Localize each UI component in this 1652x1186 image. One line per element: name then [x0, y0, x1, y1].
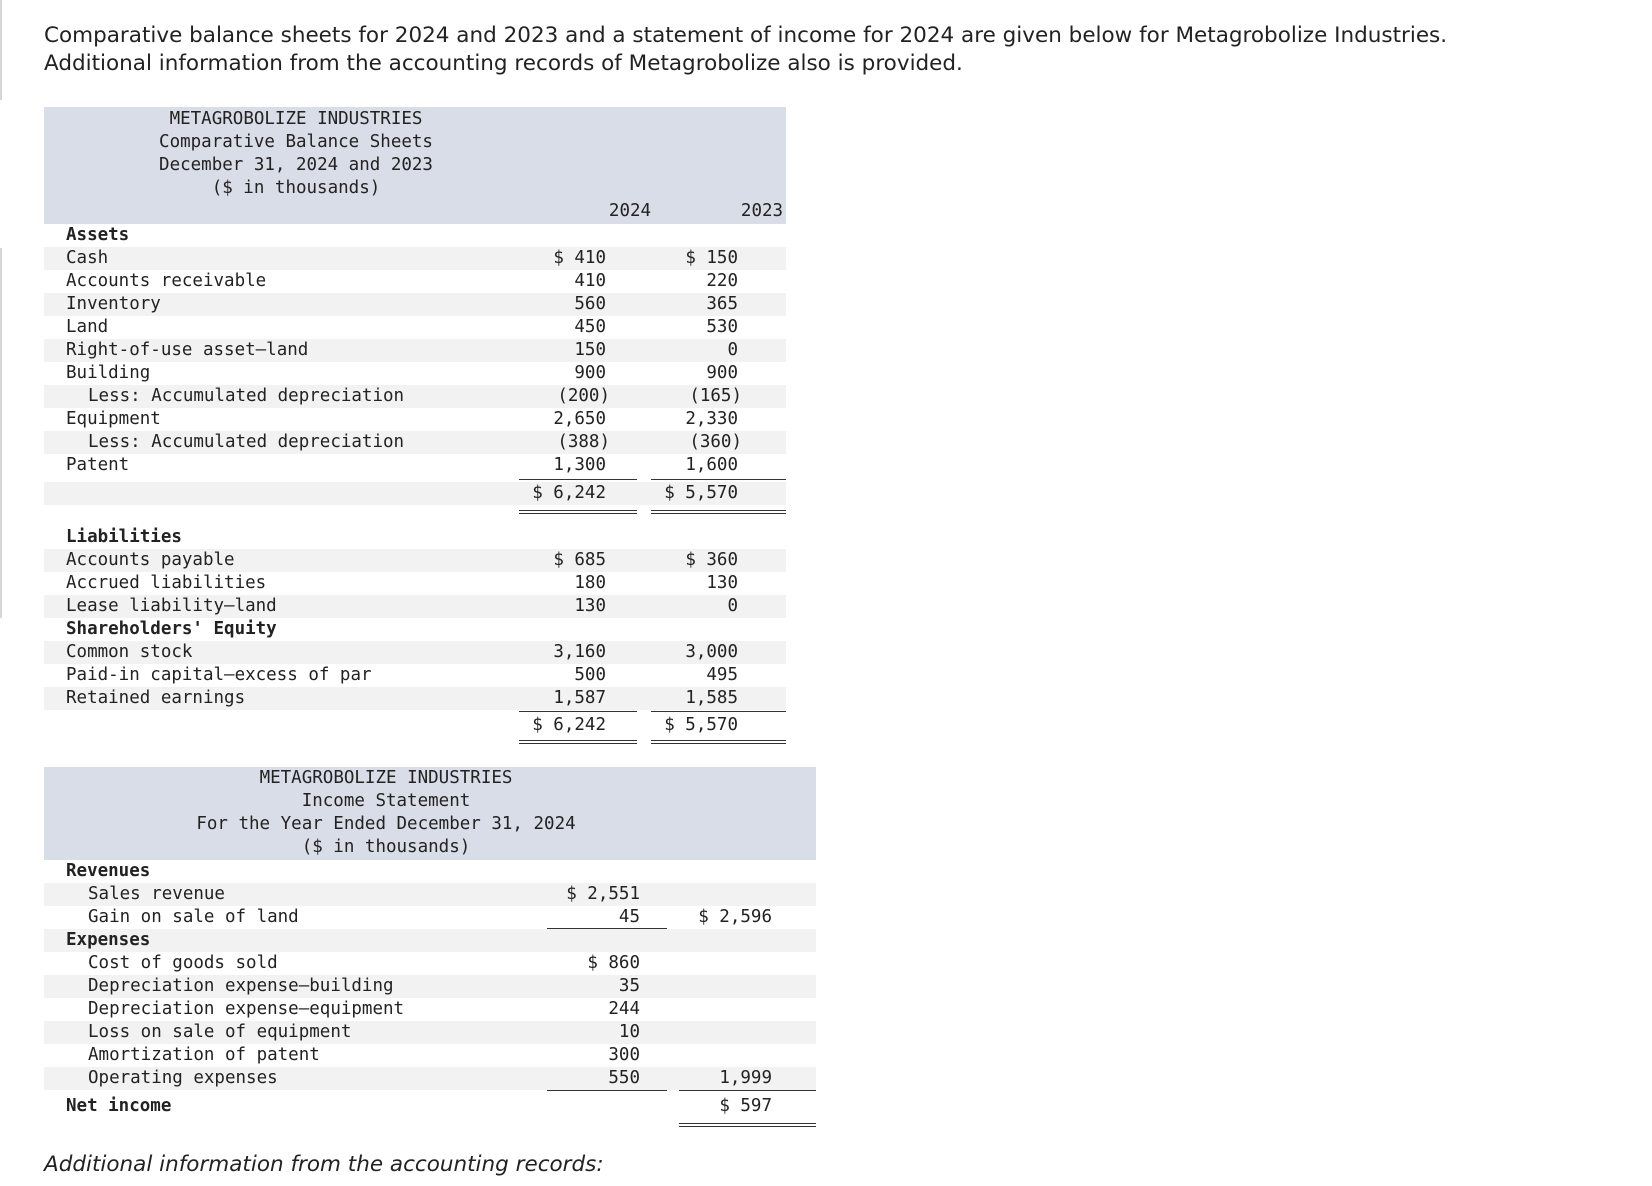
asset-label: Right-of-use asset–land [66, 340, 309, 360]
equity-label: Retained earnings [66, 688, 246, 708]
asset-2024-value: 900 [574, 363, 606, 383]
revenue-row [44, 906, 816, 929]
liability-row [44, 572, 786, 595]
expense-amount: 300 [608, 1045, 640, 1065]
net-income-value: $ 597 [719, 1096, 772, 1116]
expense-amount: 244 [608, 999, 640, 1019]
asset-2023-value: 900 [706, 363, 738, 383]
expenses-heading: Expenses [66, 930, 151, 950]
undefined [44, 860, 816, 883]
liab-equity-double-rule-2024 [519, 740, 637, 744]
left-edge-mark [0, 0, 2, 100]
asset-row [44, 316, 786, 339]
asset-2024-value: 1,300 [553, 455, 606, 475]
expenses-subtotal-rule [547, 1090, 667, 1091]
assets-heading: Assets [66, 225, 130, 245]
asset-2023-value: $ 150 [685, 248, 738, 268]
asset-2024-value: 560 [574, 294, 606, 314]
liab-equity-total-2023: $ 5,570 [664, 715, 738, 735]
revenue-label: Sales revenue [88, 884, 225, 904]
asset-2023-value: 365 [706, 294, 738, 314]
asset-2024-value: (388) [557, 432, 610, 452]
expense-label: Cost of goods sold [88, 953, 278, 973]
is-company-name: METAGROBOLIZE INDUSTRIES [259, 768, 513, 788]
expense-label: Depreciation expense–equipment [88, 999, 405, 1019]
assets-total-row [44, 482, 786, 505]
liability-row [44, 549, 786, 572]
equity-heading: Shareholders' Equity [66, 619, 277, 639]
expense-row [44, 975, 816, 998]
intro-line-1: Comparative balance sheets for 2024 and 2023 and a statement of income for 2024 are given below for Metagrobolize Industries. [44, 23, 1448, 48]
expense-row [44, 1021, 816, 1044]
equity-row [44, 687, 786, 710]
liability-2024-value: $ 685 [553, 550, 606, 570]
liability-2024-value: 180 [574, 573, 606, 593]
revenues-heading: Revenues [66, 861, 151, 881]
equity-2024-value: 1,587 [553, 688, 606, 708]
expense-label: Operating expenses [88, 1068, 278, 1088]
equity-2023-value: 1,585 [685, 688, 738, 708]
undefined [44, 929, 816, 952]
net-income-label: Net income [66, 1096, 172, 1116]
revenue-amount: $ 2,551 [566, 884, 640, 904]
revenue-total: $ 2,596 [698, 907, 772, 927]
asset-label: Equipment [66, 409, 161, 429]
is-units: ($ in thousands) [301, 837, 471, 857]
asset-2024-value: 150 [574, 340, 606, 360]
expense-row [44, 1044, 816, 1067]
intro-paragraph [44, 22, 1604, 78]
liability-2024-value: 130 [574, 596, 606, 616]
asset-2024-value: 450 [574, 317, 606, 337]
liab-equity-total-2024: $ 6,242 [532, 715, 606, 735]
balance-sheet-header [44, 107, 786, 224]
equity-2023-value: 495 [706, 665, 738, 685]
expense-amount: 550 [608, 1068, 640, 1088]
asset-2024-value: 2,650 [553, 409, 606, 429]
revenue-label: Gain on sale of land [88, 907, 299, 927]
asset-label: Less: Accumulated depreciation [88, 432, 405, 452]
asset-row [44, 385, 786, 408]
asset-label: Accounts receivable [66, 271, 267, 291]
assets-total-2023: $ 5,570 [664, 483, 738, 503]
is-period: For the Year Ended December 31, 2024 [196, 814, 576, 834]
equity-2023-value: 3,000 [685, 642, 738, 662]
expense-label: Depreciation expense–building [88, 976, 394, 996]
assets-total-double-rule-2024 [519, 510, 637, 514]
revenue-row [44, 883, 816, 906]
asset-label: Inventory [66, 294, 161, 314]
equity-subtotal-rule-2024 [519, 711, 637, 712]
liability-2023-value: 130 [706, 573, 738, 593]
asset-2023-value: 0 [727, 340, 738, 360]
spacer [44, 487, 45, 510]
asset-2023-value: 530 [706, 317, 738, 337]
bs-company-name: METAGROBOLIZE INDUSTRIES [169, 109, 423, 129]
asset-2023-value: 2,330 [685, 409, 738, 429]
expense-amount: 10 [618, 1022, 640, 1042]
liability-label: Lease liability–land [66, 596, 277, 616]
asset-label: Less: Accumulated depreciation [88, 386, 405, 406]
net-income-row [44, 1095, 816, 1118]
liability-2023-value: 0 [727, 596, 738, 616]
asset-row [44, 339, 786, 362]
net-income-double-rule [679, 1123, 816, 1127]
liability-label: Accounts payable [66, 550, 235, 570]
bs-units: ($ in thousands) [211, 178, 381, 198]
expense-row [44, 1067, 816, 1090]
assets-subtotal-rule-2024 [519, 479, 637, 480]
bs-date: December 31, 2024 and 2023 [159, 155, 433, 175]
liability-label: Accrued liabilities [66, 573, 267, 593]
expense-amount: $ 860 [587, 953, 640, 973]
asset-row [44, 362, 786, 385]
left-edge-mark [0, 248, 2, 618]
equity-2024-value: 500 [574, 665, 606, 685]
equity-subtotal-rule-2023 [651, 711, 786, 712]
bs-col-2024: 2024 [608, 201, 652, 221]
asset-2024-value: $ 410 [553, 248, 606, 268]
income-statement-header [44, 767, 816, 860]
liability-2023-value: $ 360 [685, 550, 738, 570]
expense-total: 1,999 [719, 1068, 772, 1088]
asset-2023-value: (360) [689, 432, 742, 452]
asset-2024-value: 410 [574, 271, 606, 291]
expense-label: Amortization of patent [88, 1045, 320, 1065]
intro-line-2: Additional information from the accounting records of Metagrobolize also is provided. [44, 51, 963, 76]
asset-2024-value: (200) [557, 386, 610, 406]
bs-col-2023: 2023 [740, 201, 784, 221]
asset-label: Building [66, 363, 151, 383]
liab-equity-double-rule-2023 [651, 740, 786, 744]
equity-label: Paid-in capital–excess of par [66, 665, 372, 685]
expense-amount: 35 [618, 976, 640, 996]
asset-label: Land [66, 317, 109, 337]
equity-row [44, 641, 786, 664]
asset-row [44, 408, 786, 431]
assets-total-2024: $ 6,242 [532, 483, 606, 503]
asset-row [44, 247, 786, 270]
undefined [44, 526, 786, 549]
is-title: Income Statement [301, 791, 471, 811]
undefined [44, 224, 786, 247]
asset-row [44, 293, 786, 316]
asset-row [44, 270, 786, 293]
asset-2023-value: 220 [706, 271, 738, 291]
asset-row [44, 431, 786, 454]
additional-info-heading: Additional information from the accounting records: [44, 1152, 604, 1177]
expense-row [44, 952, 816, 975]
expense-label: Loss on sale of equipment [88, 1022, 352, 1042]
asset-2023-value: (165) [689, 386, 742, 406]
assets-subtotal-rule-2023 [651, 479, 786, 480]
asset-row [44, 454, 786, 477]
revenue-amount: 45 [618, 907, 640, 927]
expense-row [44, 998, 816, 1021]
liabilities-heading: Liabilities [66, 527, 182, 547]
liab-equity-total-row [44, 714, 786, 737]
bs-title: Comparative Balance Sheets [159, 132, 433, 152]
equity-row [44, 664, 786, 687]
equity-2024-value: 3,160 [553, 642, 606, 662]
assets-total-double-rule-2023 [651, 510, 786, 514]
asset-label: Patent [66, 455, 130, 475]
expenses-total-rule [679, 1090, 816, 1091]
undefined [44, 618, 786, 641]
asset-label: Cash [66, 248, 109, 268]
asset-2023-value: 1,600 [685, 455, 738, 475]
equity-label: Common stock [66, 642, 193, 662]
liability-row [44, 595, 786, 618]
